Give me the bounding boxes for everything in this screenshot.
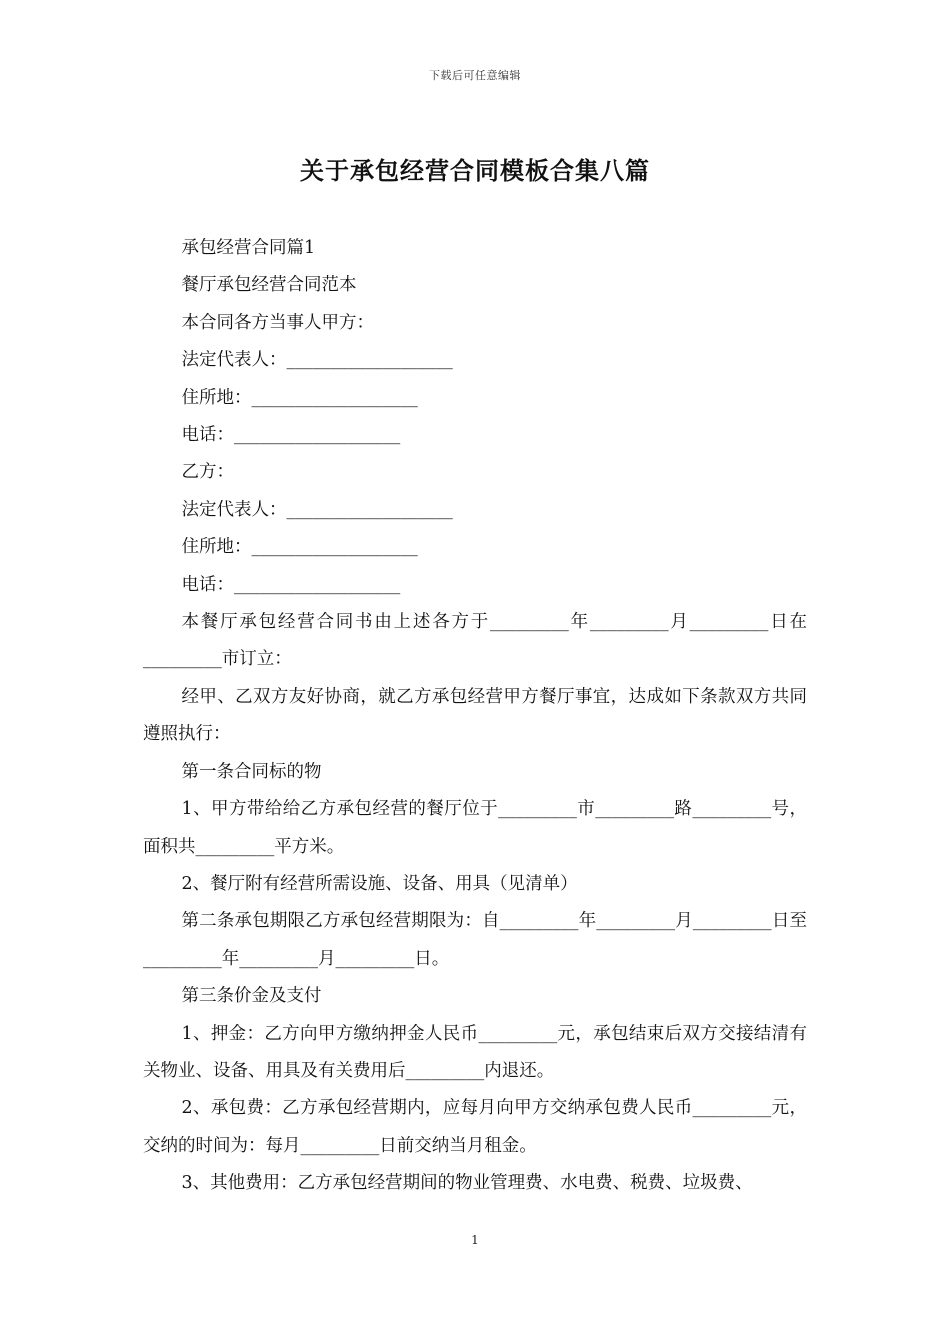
party-a-label: 本合同各方当事人甲方： bbox=[181, 312, 374, 333]
article-3-fee: 2、承包费：乙方承包经营期内，应每月向甲方交纳承包费人民币_________元，交纳的时间为：每月_________日前交纳当月租金。 bbox=[143, 1098, 807, 1156]
page-header-note: 下载后可任意编辑 bbox=[429, 69, 521, 82]
article-3-heading: 第三条价金及支付 bbox=[181, 986, 322, 1007]
party-a-legal-rep: 法定代表人：___________________ bbox=[181, 350, 453, 371]
section-heading: 承包经营合同篇1 bbox=[181, 238, 316, 258]
party-a-phone: 电话：___________________ bbox=[181, 425, 401, 446]
article-1-item-2: 2、餐厅附有经营所需设施、设备、用具（见清单） bbox=[181, 873, 578, 894]
party-b-legal-rep: 法定代表人：___________________ bbox=[181, 499, 453, 520]
article-3-other-fees: 3、其他费用：乙方承包经营期间的物业管理费、水电费、税费、垃圾费、 bbox=[181, 1173, 753, 1194]
party-b-phone: 电话：___________________ bbox=[181, 574, 401, 595]
party-b-label: 乙方： bbox=[181, 462, 234, 483]
signing-clause: 本餐厅承包经营合同书由上述各方于_________年_________月_________日在_________市订立： bbox=[143, 612, 807, 670]
document-title: 关于承包经营合同模板合集八篇 bbox=[300, 156, 650, 185]
page-number: 1 bbox=[471, 1233, 479, 1247]
article-3-deposit: 1、押金：乙方向甲方缴纳押金人民币_________元，承包结束后双方交接结清有关物业、设备、用具及有关费用后_________内退还。 bbox=[143, 1023, 807, 1081]
party-b-address: 住所地：___________________ bbox=[181, 537, 418, 558]
agreement-intro: 经甲、乙双方友好协商，就乙方承包经营甲方餐厅事宜，达成如下条款双方共同遵照执行： bbox=[143, 686, 807, 745]
party-a-address: 住所地：___________________ bbox=[181, 387, 418, 408]
document-body bbox=[143, 230, 807, 1203]
article-2-term: 第二条承包期限乙方承包经营期限为：自_________年_________月_________日至_________年_________月_________日。 bbox=[143, 911, 807, 969]
article-1-heading: 第一条合同标的物 bbox=[181, 761, 322, 782]
contract-name: 餐厅承包经营合同范本 bbox=[181, 275, 357, 296]
article-1-item-1: 1、甲方带给给乙方承包经营的餐厅位于_________市_________路_________号，面积共_________平方米。 bbox=[143, 799, 807, 857]
